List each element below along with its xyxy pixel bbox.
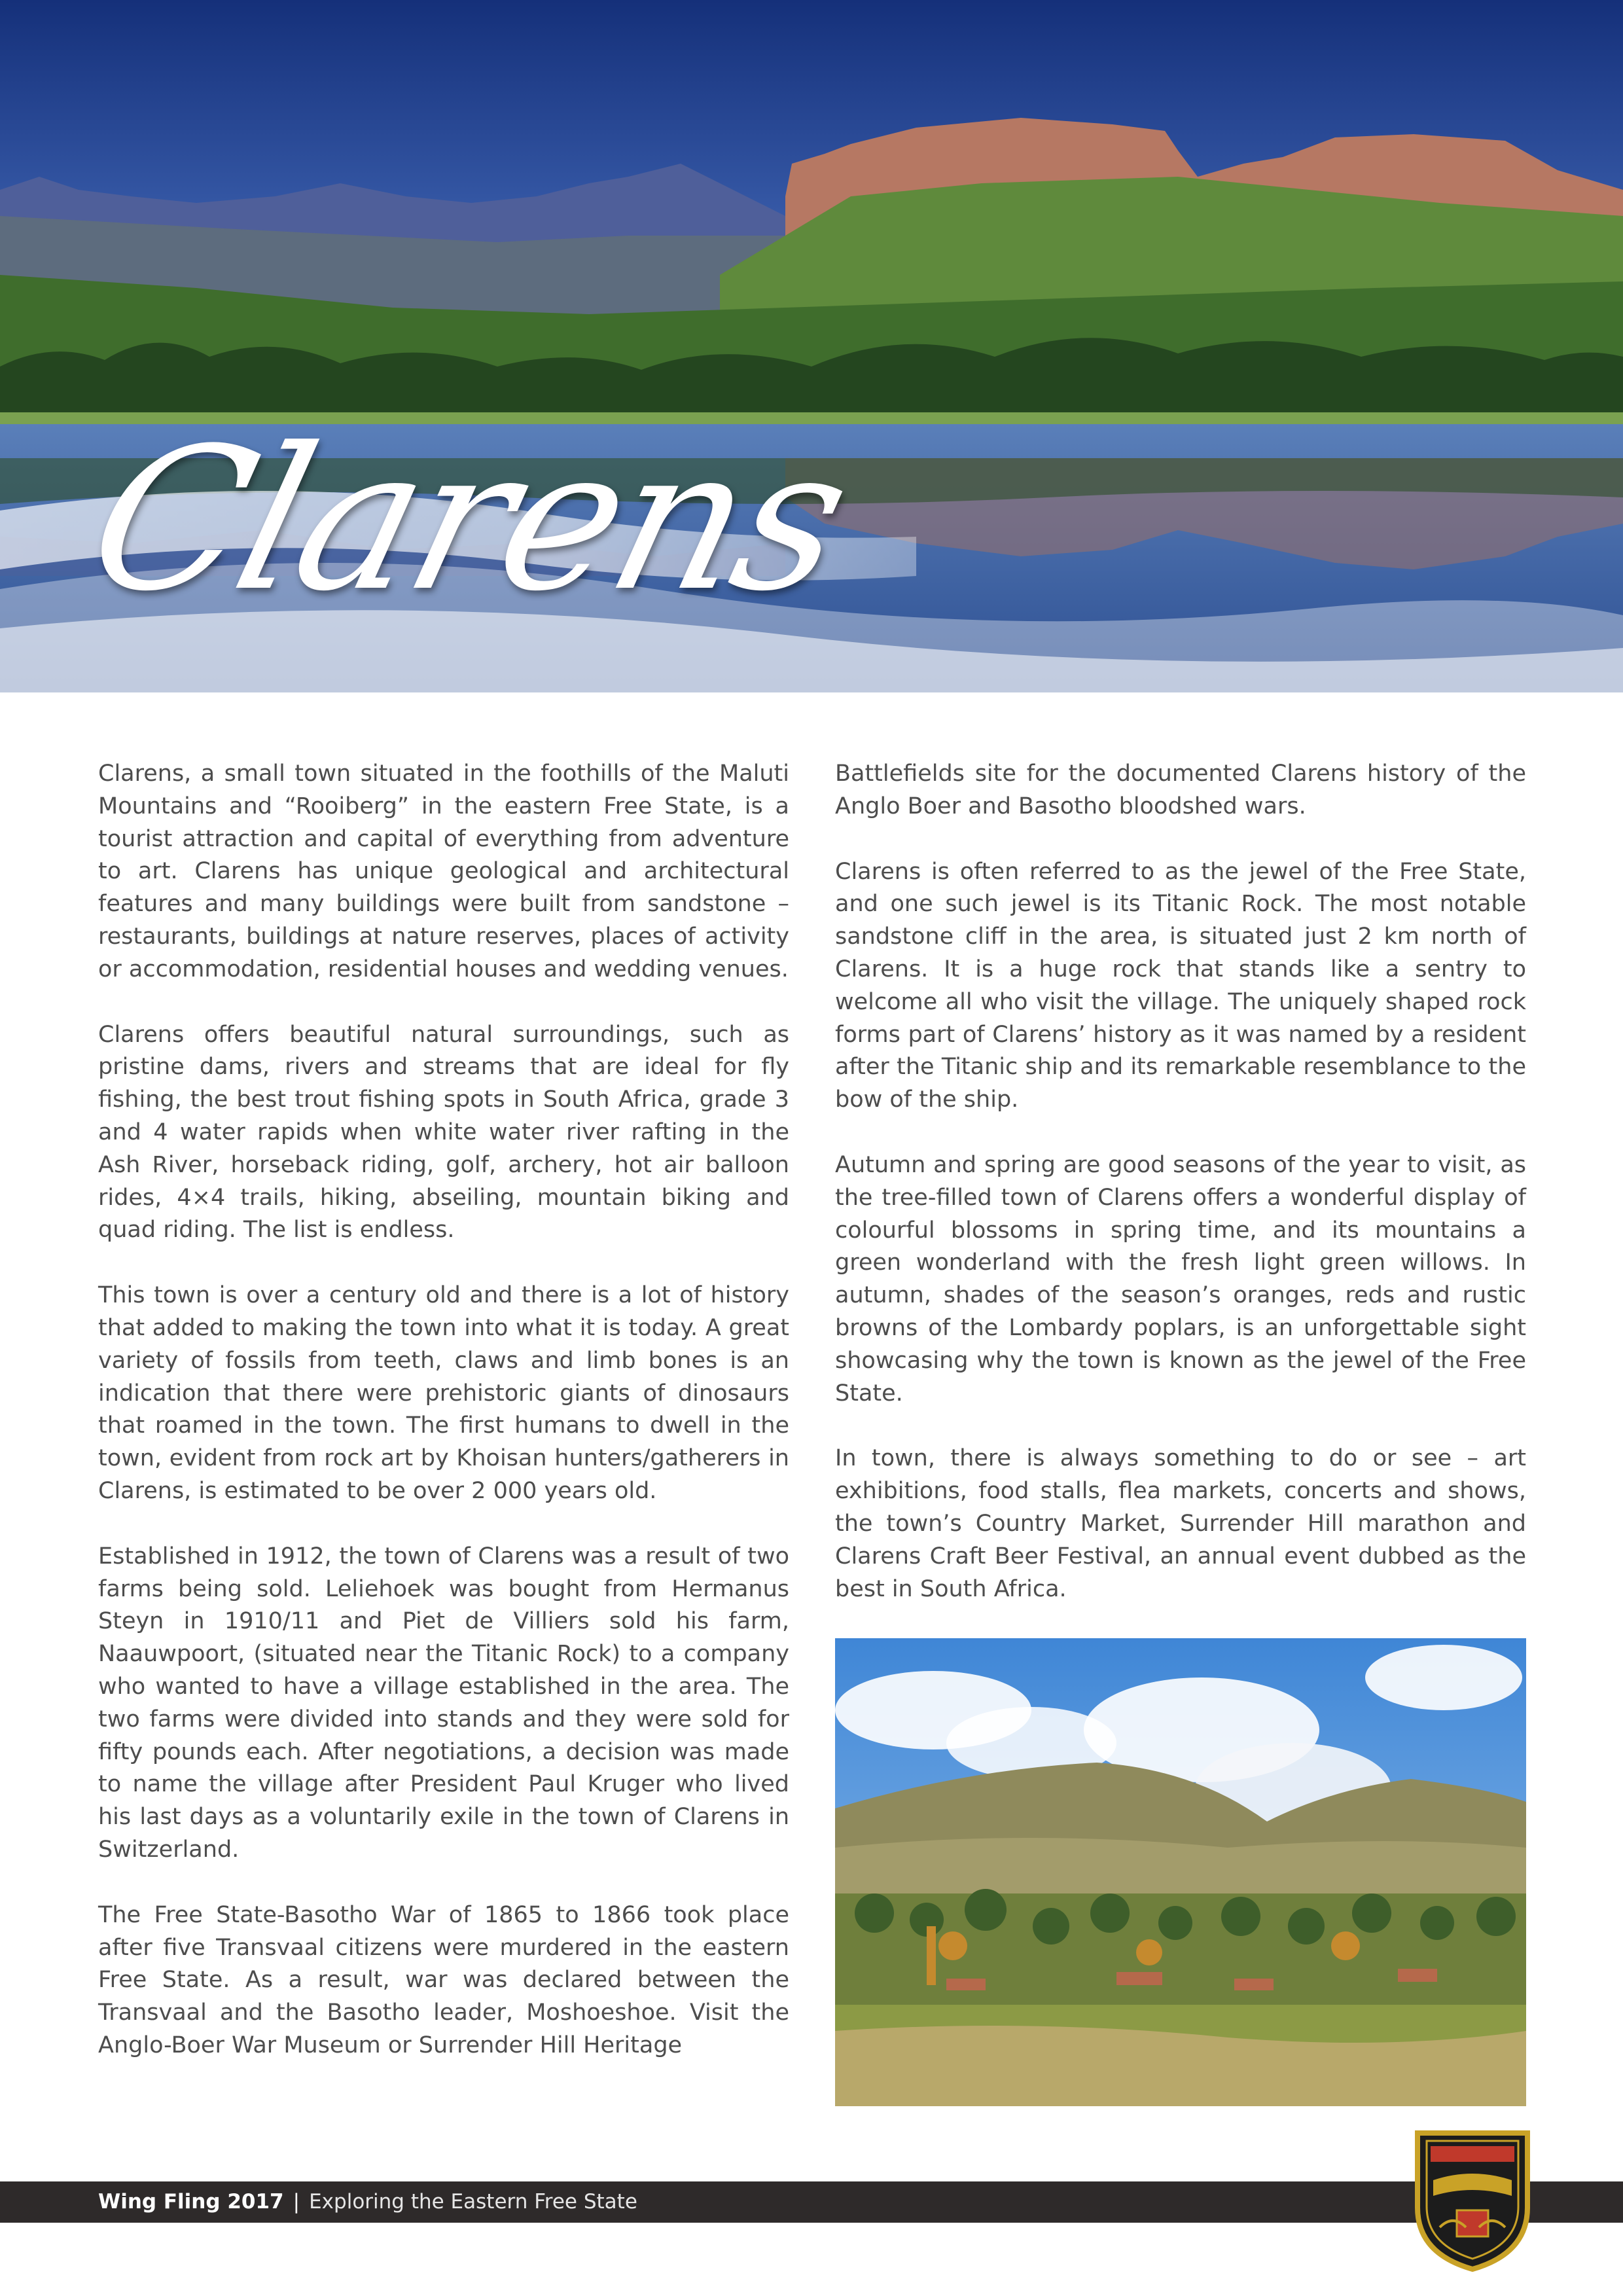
hero-title: Clarens xyxy=(69,406,867,634)
paragraph-seasons: Autumn and spring are good seasons of the year to visit, as the tree-filled town of Clarens offers a wonderful display of colourful blossoms in spring time, and its mountains a green wonderland with the fresh light green willows. In autumn, shades of the season’s oranges, reds and rustic browns of the Lombardy poplars, is an unforgettable sight showcasing why the town is known as the jewel of the Free State. xyxy=(835,1151,1526,1407)
paragraph-titanic-rock: Clarens is often referred to as the jewel of the Free State, and one such jewel is its Titanic Rock. The most notable sandstone cliff in the area, is situated just 2 km north of Clarens. It is a huge rock that stands like a sentry to welcome all who visit the village. The uniquely shaped rock forms part of Clarens’ history as it was named by a resident after the Titanic ship and its remarkable resemblance to the bow of the ship. xyxy=(835,858,1526,1113)
footer-text xyxy=(98,2181,637,2223)
paragraph-history: This town is over a century old and there is a lot of history that added to making the town into what it is today. A great variety of fossils from teeth, claws and limb bones is an indication that there were prehistoric giants of dinosaurs that roamed in the town. The first humans to dwell in the town, evident from rock art by Khoisan hunters/gatherers in Clarens, is estimated to be over 2 000 years old. xyxy=(98,1282,789,1504)
logo-shield-icon xyxy=(1414,2129,1531,2272)
paragraph-activities: Clarens offers beautiful natural surroundings, such as pristine dams, rivers and streams that are ideal for fly fishing, the best trout fishing spots in South Africa, grade 3 and 4 water rapids when white water river rafting in the Ash River, horseback riding, golf, archery, hot air balloon rides, 4×4 trails, hiking, abseiling, mountain biking and quad riding. The list is endless. xyxy=(98,1021,789,1244)
paragraph-intro: Clarens, a small town situated in the foothills of the Maluti Mountains and “Rooiberg” in the eastern Free State, is a tourist attraction and capital of everything from adventure to art. Clarens has unique geological and architectural features and many buildings were built from sandstone – restaurants, buildings at nature reserves, places of activity or accommodation, residential houses and wedding venues. xyxy=(98,761,789,982)
footer-separator: | xyxy=(293,2190,300,2214)
article-right-column xyxy=(835,758,1526,1638)
footer-subtitle: Exploring the Eastern Free State xyxy=(309,2190,637,2214)
paragraph-events: In town, there is always something to do or see – art exhibitions, food stalls, flea markets, concerts and shows, the town’s Country Market, Surrender Hill marathon and Clarens Craft Beer Festival, an annual event dubbed as the best in South Africa. xyxy=(835,1445,1526,1602)
paragraph-war: The Free State-Basotho War of 1865 to 1866 took place after five Transvaal citizens were murdered in the eastern Free State. As a result, war was declared between the Transvaal and the Basotho leader, Moshoeshoe. Visit the Anglo-Boer War Museum or Surrender Hill Heritage xyxy=(98,1901,789,2058)
town-photo xyxy=(835,1638,1526,2106)
footer-publication: Wing Fling 2017 xyxy=(98,2190,284,2214)
paragraph-establishment: Established in 1912, the town of Clarens was a result of two farms being sold. Leliehoek was bought from Hermanus Steyn in 1910/11 and Piet de Villiers sold his farm, Naauwpoort, (situated near the Titanic Rock) to a company who wanted to have a village established in the area. The two farms were divided into stands and they were sold for fifty pounds each. After negotiations, a decision was made to name the village after President Paul Kruger who lived his last days as a voluntarily exile in the town of Clarens in Switzerland. xyxy=(98,1543,789,1863)
hero-landscape-image xyxy=(0,0,1623,692)
town-landscape-illustration xyxy=(835,1638,1526,2106)
wing-riders-goldwing-logo xyxy=(1414,2129,1531,2272)
paragraph-battlefields: Battlefields site for the documented Clarens history of the Anglo Boer and Basotho bloodshed wars. xyxy=(835,761,1526,819)
article-left-column xyxy=(98,758,789,2095)
footer-bar xyxy=(0,2181,1623,2223)
